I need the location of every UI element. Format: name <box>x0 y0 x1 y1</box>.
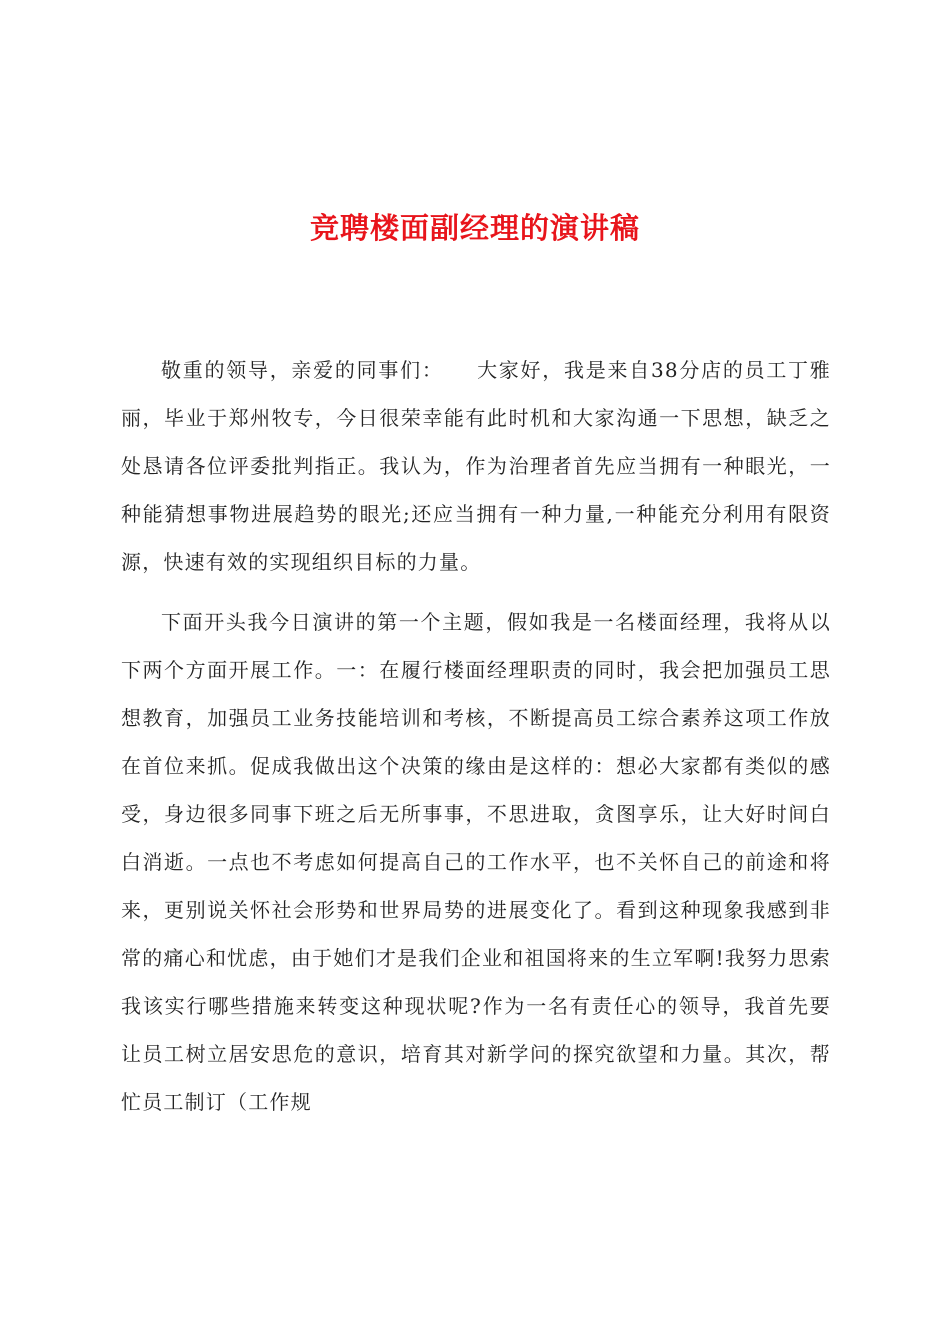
paragraph-2: 下面开头我今日演讲的第一个主题，假如我是一名楼面经理，我将从以下两个方面开展工作。一：在履行楼面经理职责的同时，我会把加强员工思想教育，加强员工业务技能培训和考核，不断提高员工综合素养这项工作放在首位来抓。促成我做出这个决策的缘由是这样的：想必大家都有类似的感受，身边很多同事下班之后无所事事，不思进取，贪图享乐，让大好时间白白消逝。一点也不考虑如何提高自己的工作水平，也不关怀自己的前途和将来，更别说关怀社会形势和世界局势的进展变化了。看到这种现象我感到非常的痛心和忧虑，由于她们才是我们企业和祖国将来的生立军啊!我努力思索我该实行哪些措施来转变这种现状呢?作为一名有责任心的领导，我首先要让员工树立居安思危的意识，培育其对新学问的探究欲望和力量。其次，帮忙员工制订（工作规 <box>121 610 831 1114</box>
document-title: 竞聘楼面副经理的演讲稿 <box>309 211 640 245</box>
paragraph-1: 敬重的领导，亲爱的同事们： 大家好，我是来自38分店的员工丁雅丽，毕业于郑州牧专，今日很荣幸能有此时机和大家沟通一下思想，缺乏之处恳请各位评委批判指正。我认为，作为治理者首先应当拥有一种眼光，一种能猜想事物进展趋势的眼光;还应当拥有一种力量,一种能充分利用有限资源，快速有效的实现组织目标的力量。 <box>121 358 831 574</box>
document-body <box>121 346 831 1126</box>
